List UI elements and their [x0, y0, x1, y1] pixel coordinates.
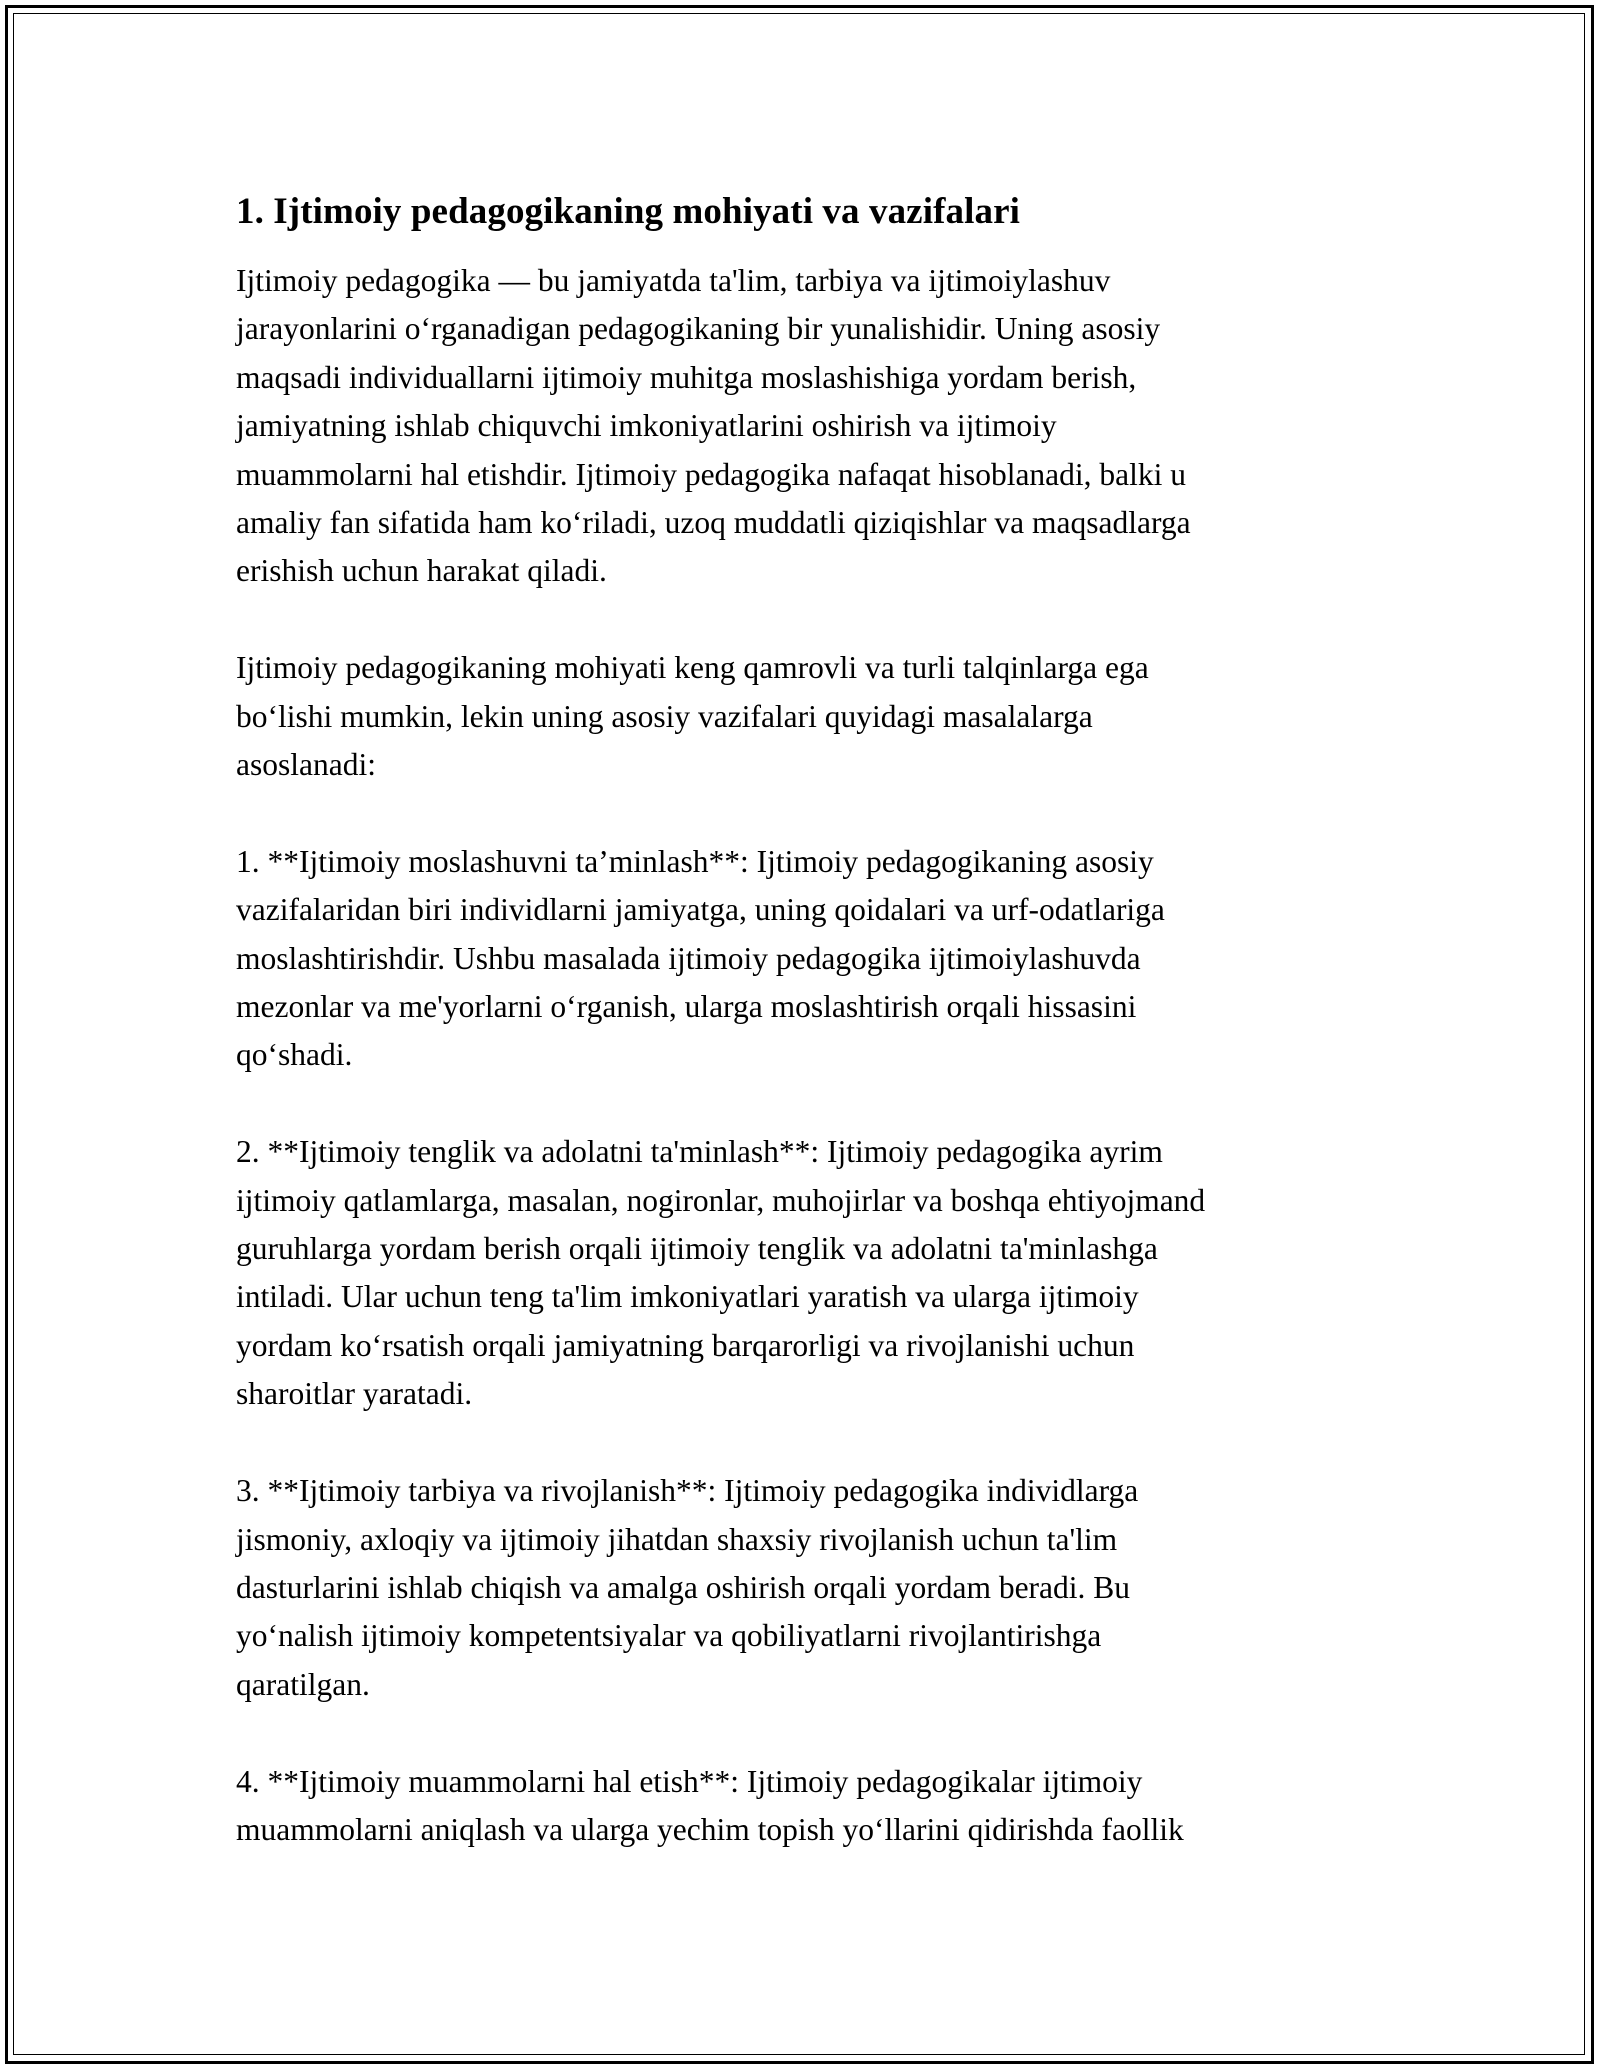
- text-line: 3. **Ijtimoiy tarbiya va rivojlanish**: Ijtimoiy pedagogika individlarga: [236, 1473, 1139, 1509]
- text-line: yordam ko‘rsatish orqali jamiyatning barqarorligi va rivojlanishi uchun: [236, 1327, 1135, 1363]
- text-line: maqsadi individuallarni ijtimoiy muhitga moslashishiga yordam berish,: [236, 359, 1137, 395]
- text-line: amaliy fan sifatida ham ko‘riladi, uzoq muddatli qiziqishlar va maqsadlarga: [236, 505, 1191, 541]
- paragraph-item-1: [236, 838, 1396, 1080]
- paragraph-intro: [236, 257, 1396, 596]
- text-line: jarayonlarini o‘rganadigan pedagogikaning bir yunalishidir. Uning asosiy: [236, 311, 1161, 347]
- text-line: 1. **Ijtimoiy moslashuvni ta’minlash**: Ijtimoiy pedagogikaning asosiy: [236, 843, 1154, 879]
- text-line: dasturlarini ishlab chiqish va amalga oshirish orqali yordam beradi. Bu: [236, 1569, 1131, 1605]
- text-line: 2. **Ijtimoiy tenglik va adolatni ta'minlash**: Ijtimoiy pedagogika ayrim: [236, 1134, 1163, 1170]
- document-body: [236, 188, 1396, 1903]
- text-line: muammolarni aniqlash va ularga yechim topish yo‘llarini qidirishda faollik: [236, 1811, 1184, 1847]
- paragraph-item-4: [236, 1758, 1396, 1855]
- text-line: erishish uchun harakat qiladi.: [236, 553, 607, 589]
- paragraph-item-3: [236, 1467, 1396, 1709]
- text-line: jismoniy, axloqiy va ijtimoiy jihatdan shaxsiy rivojlanish uchun ta'lim: [236, 1521, 1118, 1557]
- text-line: bo‘lishi mumkin, lekin uning asosiy vazifalari quyidagi masalalarga: [236, 698, 1093, 734]
- text-line: qo‘shadi.: [236, 1037, 353, 1073]
- text-line: Ijtimoiy pedagogika — bu jamiyatda ta'lim, tarbiya va ijtimoiylashuv: [236, 263, 1111, 298]
- text-line: muammolarni hal etishdir. Ijtimoiy pedagogika nafaqat hisoblanadi, balki u: [236, 456, 1187, 492]
- text-line: mezonlar va me'yorlarni o‘rganish, ularga moslashtirish orqali hissasini: [236, 989, 1137, 1025]
- text-line: jamiyatning ishlab chiquvchi imkoniyatlarini oshirish va ijtimoiy: [236, 408, 1057, 444]
- text-line: 4. **Ijtimoiy muammolarni hal etish**: Ijtimoiy pedagogikalar ijtimoiy: [236, 1763, 1143, 1799]
- text-line: Ijtimoiy pedagogikaning mohiyati keng qamrovli va turli talqinlarga ega: [236, 650, 1149, 686]
- text-line: sharoitlar yaratadi.: [236, 1376, 473, 1412]
- paragraph-item-2: [236, 1128, 1396, 1418]
- paragraph-essence: [236, 644, 1396, 789]
- text-line: asoslanadi:: [236, 747, 376, 783]
- text-line: moslashtirishdir. Ushbu masalada ijtimoiy pedagogika ijtimoiylashuvda: [236, 940, 1141, 976]
- text-line: qaratilgan.: [236, 1666, 370, 1702]
- text-line: ijtimoiy qatlamlarga, masalan, nogironlar, muhojirlar va boshqa ehtiyojmand: [236, 1182, 1206, 1218]
- text-line: yo‘nalish ijtimoiy kompetentsiyalar va qobiliyatlarni rivojlantirishga: [236, 1618, 1102, 1654]
- section-heading: 1. Ijtimoiy pedagogikaning mohiyati va vazifalari: [236, 191, 1020, 232]
- text-line: vazifalaridan biri individlarni jamiyatga, uning qoidalari va urf-odatlariga: [236, 892, 1165, 928]
- text-line: intiladi. Ular uchun teng ta'lim imkoniyatlari yaratish va ularga ijtimoiy: [236, 1279, 1139, 1315]
- text-line: guruhlarga yordam berish orqali ijtimoiy tenglik va adolatni ta'minlashga: [236, 1231, 1158, 1267]
